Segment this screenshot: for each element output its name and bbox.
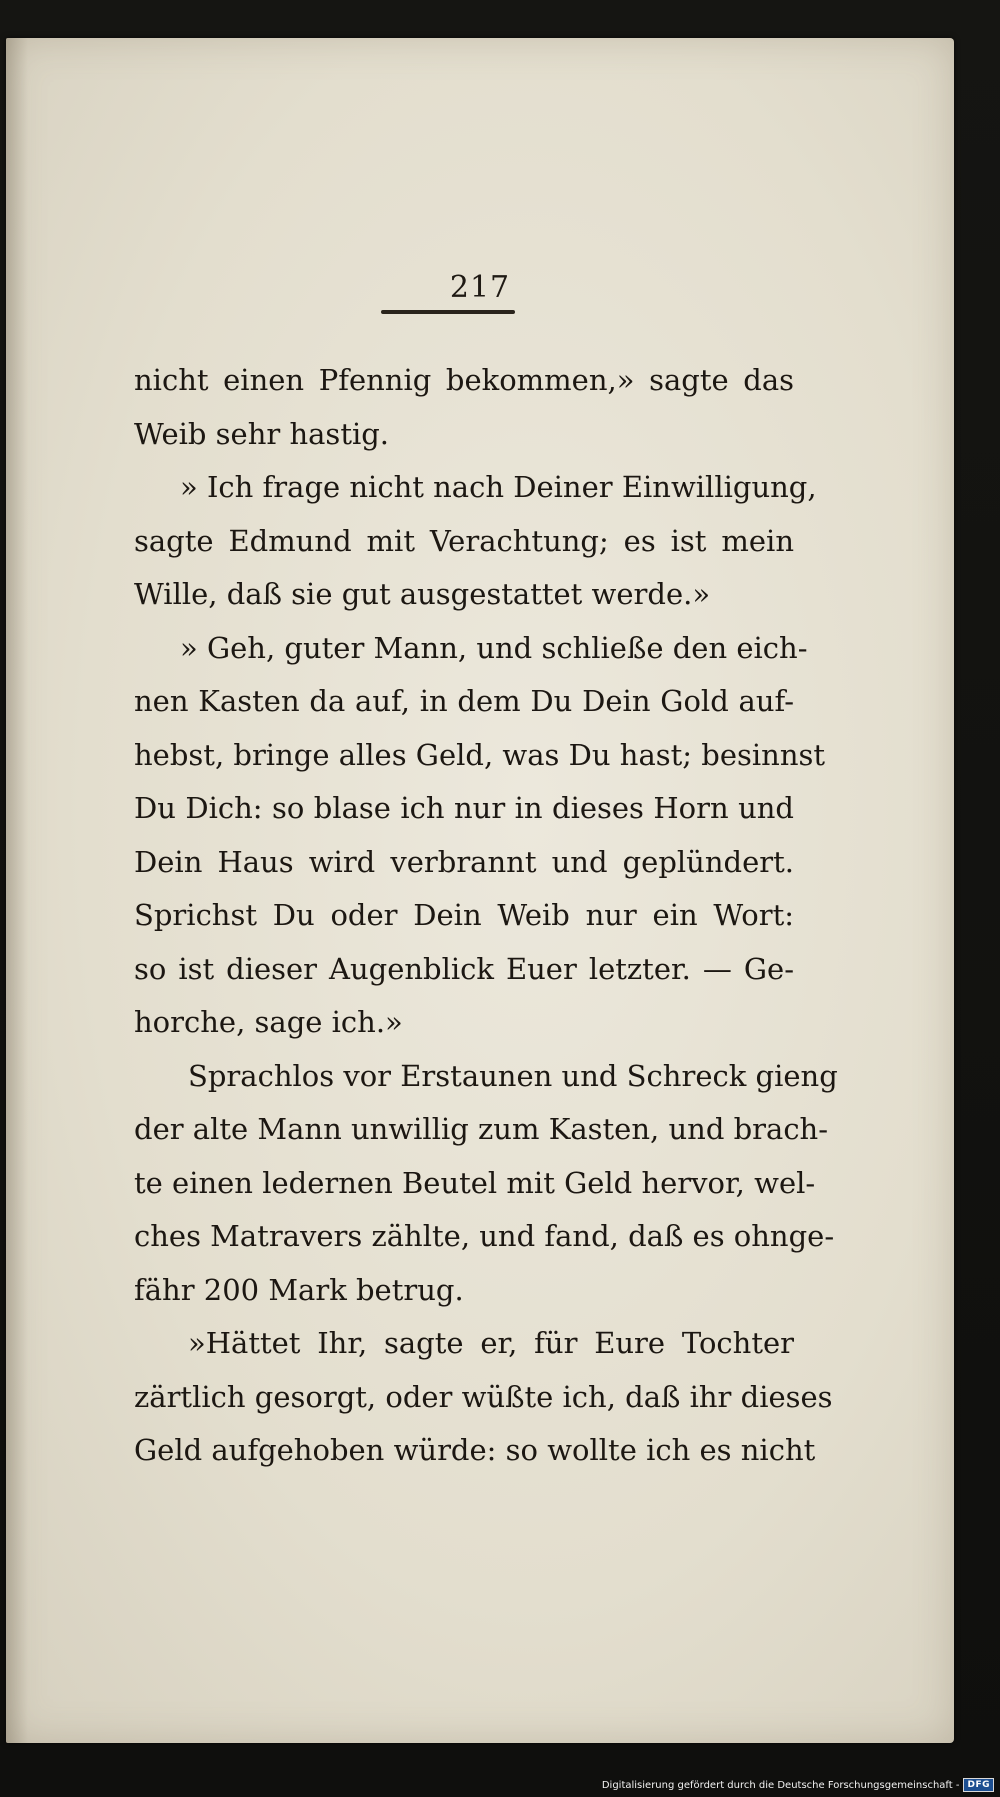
- book-page: [6, 38, 954, 1743]
- text-line: sagte Edmund mit Verachtung; es ist mein: [134, 523, 794, 558]
- text-line: ches Matravers zählte, und fand, daß es ohnge-: [134, 1219, 835, 1253]
- text-line: Sprichst Du oder Dein Weib nur ein Wort:: [134, 898, 794, 932]
- text-line: fähr 200 Mark betrug.: [134, 1272, 464, 1307]
- text-line: te einen ledernen Beutel mit Geld hervor, wel-: [134, 1165, 816, 1200]
- page-number: [6, 270, 954, 305]
- text-line: hebst, bringe alles Geld, was Du hast; besinnst: [134, 737, 826, 772]
- page-number-rule: [381, 310, 515, 314]
- text-line: Sprachlos vor Erstaunen und Schreck gieng: [188, 1058, 838, 1093]
- digitization-credit-text: Digitalisierung gefördert durch die Deutsche Forschungsgemeinschaft -: [601, 1779, 960, 1791]
- text-line: Dein Haus wird verbrannt und geplündert.: [134, 844, 794, 879]
- page-number-text: 217: [449, 270, 511, 305]
- text-line: Du Dich: so blase ich nur in dieses Horn und: [134, 791, 794, 825]
- text-line: nicht einen Pfennig bekommen,» sagte das: [134, 363, 794, 397]
- text-line: der alte Mann unwillig zum Kasten, und brach-: [134, 1112, 829, 1146]
- text-line: Wille, daß sie gut ausgestattet werde.»: [134, 577, 711, 611]
- dfg-logo: DFG: [963, 1778, 994, 1792]
- text-line: Weib sehr hastig.: [134, 416, 390, 451]
- text-line: nen Kasten da auf, in dem Du Dein Gold auf-: [134, 684, 794, 718]
- text-line: » Geh, guter Mann, und schließe den eich-: [180, 630, 808, 665]
- digitization-credit: [602, 1776, 994, 1794]
- body-text: [134, 354, 838, 1478]
- text-line: so ist dieser Augenblick Euer letzter. — Ge-: [134, 951, 794, 986]
- text-line: »Hättet Ihr, sagte er, für Eure Tochter: [188, 1326, 794, 1360]
- text-line: horche, sage ich.»: [134, 1005, 403, 1039]
- text-line: zärtlich gesorgt, oder wüßte ich, daß ihr dieses: [134, 1379, 833, 1414]
- text-line: » Ich frage nicht nach Deiner Einwilligung,: [180, 470, 817, 504]
- text-line: Geld aufgehoben würde: so wollte ich es nicht: [134, 1433, 816, 1467]
